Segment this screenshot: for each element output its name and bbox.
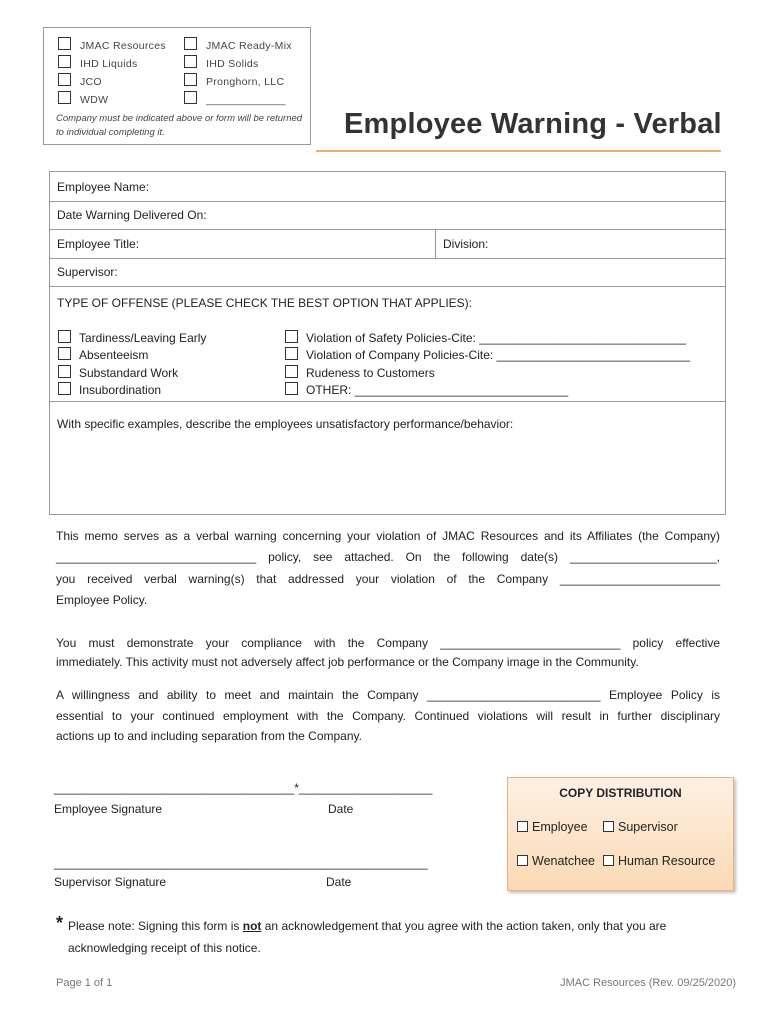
date-delivered-field[interactable]: Date Warning Delivered On:: [57, 208, 207, 222]
copy-option-label: Human Resource: [618, 854, 716, 868]
company-option-label: WDW: [80, 94, 109, 106]
company-note: Company must be indicated above or form will be returned to individual completing it.: [56, 113, 303, 138]
offense-label: Tardiness/Leaving Early: [79, 331, 207, 345]
table-column-divider: [435, 229, 436, 258]
company-option-label: JMAC Ready-Mix: [206, 40, 292, 52]
copy-option-human-resource[interactable]: [603, 854, 715, 868]
examples-field[interactable]: With specific examples, describe the employees unsatisfactory performance/behavior:: [57, 417, 514, 431]
offense-option-insubordination[interactable]: [58, 382, 161, 397]
company-option-ihd-liquids[interactable]: [58, 55, 138, 70]
employee-signature-line[interactable]: ____________________________________*____________________: [54, 781, 433, 795]
checkbox[interactable]: [285, 365, 298, 378]
offense-heading: TYPE OF OFFENSE (PLEASE CHECK THE BEST OPTION THAT APPLIES):: [57, 296, 472, 310]
company-option-ihd-solids[interactable]: [184, 55, 259, 70]
memo-line: you received verbal warning(s) that addressed your violation of the Company ________________________: [56, 572, 720, 586]
note-text-after: an acknowledgement that you agree with the action taken, only that you are acknowledging receipt of this notice.: [68, 919, 667, 955]
supervisor-field[interactable]: Supervisor:: [57, 265, 118, 279]
memo-line: Employee Policy.: [56, 593, 148, 607]
offense-label: Insubordination: [79, 383, 162, 397]
checkbox[interactable]: [517, 855, 528, 866]
table-divider: [50, 258, 725, 259]
checkbox[interactable]: [517, 821, 528, 832]
table-divider: [50, 229, 725, 230]
checkbox[interactable]: [58, 382, 71, 395]
company-option-label: JCO: [80, 76, 102, 88]
checkbox[interactable]: [184, 73, 197, 86]
company-option-jco[interactable]: [58, 73, 102, 88]
copy-option-supervisor[interactable]: [603, 820, 678, 834]
memo-line: essential to your continued employment with the Company. Continued violations will result in further disciplinary: [56, 709, 720, 723]
revision-label: JMAC Resources (Rev. 09/25/2020): [560, 977, 736, 989]
supervisor-date-label: Date: [326, 875, 352, 889]
offense-option-company-violation[interactable]: [285, 347, 690, 362]
checkbox[interactable]: [58, 73, 71, 86]
copy-distribution-title: COPY DISTRIBUTION: [559, 786, 682, 800]
offense-option-absenteeism[interactable]: [58, 347, 148, 362]
memo-line: This memo serves as a verbal warning concerning your violation of JMAC Resources and its Affiliates (the Company): [56, 529, 720, 543]
checkbox[interactable]: [58, 55, 71, 68]
checkbox[interactable]: [58, 91, 71, 104]
company-option-label: JMAC Resources: [80, 40, 166, 52]
offense-option-tardiness[interactable]: [58, 330, 206, 345]
offense-option-other[interactable]: [285, 382, 568, 397]
company-option-wdw[interactable]: [58, 91, 108, 106]
memo-line: You must demonstrate your compliance with the Company ___________________________ policy effective: [56, 636, 720, 650]
offense-label: Violation of Safety Policies-Cite: _______________________________: [306, 331, 687, 345]
company-option-other[interactable]: [184, 91, 286, 106]
checkbox[interactable]: [603, 855, 614, 866]
note-text-before: Please note: Signing this form is: [68, 919, 243, 933]
company-option-label: Pronghorn, LLC: [206, 76, 285, 88]
offense-label: Rudeness to Customers: [306, 366, 435, 380]
memo-line: actions up to and including separation from the Company.: [56, 729, 362, 743]
employee-signature-label: Employee Signature: [54, 802, 163, 816]
acknowledgement-note: [68, 915, 728, 959]
offense-label: OTHER: ________________________________: [306, 383, 569, 397]
checkbox[interactable]: [285, 330, 298, 343]
company-option-label: IHD Liquids: [80, 58, 138, 70]
employee-date-label: Date: [328, 802, 354, 816]
company-option-pronghorn[interactable]: [184, 73, 284, 88]
table-divider: [50, 286, 725, 287]
page-title: Employee Warning - Verbal: [344, 108, 722, 140]
offense-label: Violation of Company Policies-Cite: _____________________________: [306, 348, 691, 362]
supervisor-signature-line[interactable]: ________________________________________________________: [54, 856, 428, 870]
company-selection-box: [43, 27, 311, 145]
copy-option-employee[interactable]: [517, 820, 588, 834]
checkbox[interactable]: [58, 347, 71, 360]
memo-line: A willingness and ability to meet and maintain the Company __________________________ Employee Policy is: [56, 688, 720, 702]
checkbox[interactable]: [58, 37, 71, 50]
company-option-label: _____________: [206, 94, 286, 106]
employee-info-table: [49, 171, 726, 515]
memo-line: immediately. This activity must not adversely affect job performance or the Company image in the Community.: [56, 655, 639, 669]
page-number: Page 1 of 1: [56, 977, 113, 989]
copy-option-label: Supervisor: [618, 820, 678, 834]
division-field[interactable]: Division:: [443, 237, 489, 251]
offense-option-substandard-work[interactable]: [58, 365, 178, 380]
memo-line: ______________________________ policy, see attached. On the following date(s) ______________________,: [56, 550, 720, 564]
table-divider: [50, 401, 725, 402]
copy-distribution-box: [507, 777, 734, 891]
supervisor-signature-label: Supervisor Signature: [54, 875, 167, 889]
checkbox[interactable]: [184, 37, 197, 50]
checkbox[interactable]: [603, 821, 614, 832]
table-divider: [50, 201, 725, 202]
copy-option-label: Wenatchee: [532, 854, 596, 868]
offense-option-rudeness[interactable]: [285, 365, 435, 380]
checkbox[interactable]: [285, 347, 298, 360]
company-option-jmac-resources[interactable]: [58, 37, 166, 52]
checkbox[interactable]: [58, 365, 71, 378]
checkbox[interactable]: [184, 91, 197, 104]
copy-option-wenatchee[interactable]: [517, 854, 595, 868]
note-emphasis: not: [242, 919, 262, 933]
offense-option-safety-violation[interactable]: [285, 330, 686, 345]
offense-label: Substandard Work: [79, 366, 179, 380]
note-asterisk: *: [56, 913, 64, 933]
checkbox[interactable]: [285, 382, 298, 395]
checkbox[interactable]: [58, 330, 71, 343]
offense-label: Absenteeism: [79, 348, 149, 362]
copy-option-label: Employee: [532, 820, 588, 834]
company-option-label: IHD Solids: [206, 58, 259, 70]
employee-name-field[interactable]: Employee Name:: [57, 180, 150, 194]
company-option-jmac-ready-mix[interactable]: [184, 37, 292, 52]
checkbox[interactable]: [184, 55, 197, 68]
title-underline: [316, 150, 721, 152]
employee-title-field[interactable]: Employee Title:: [57, 237, 140, 251]
